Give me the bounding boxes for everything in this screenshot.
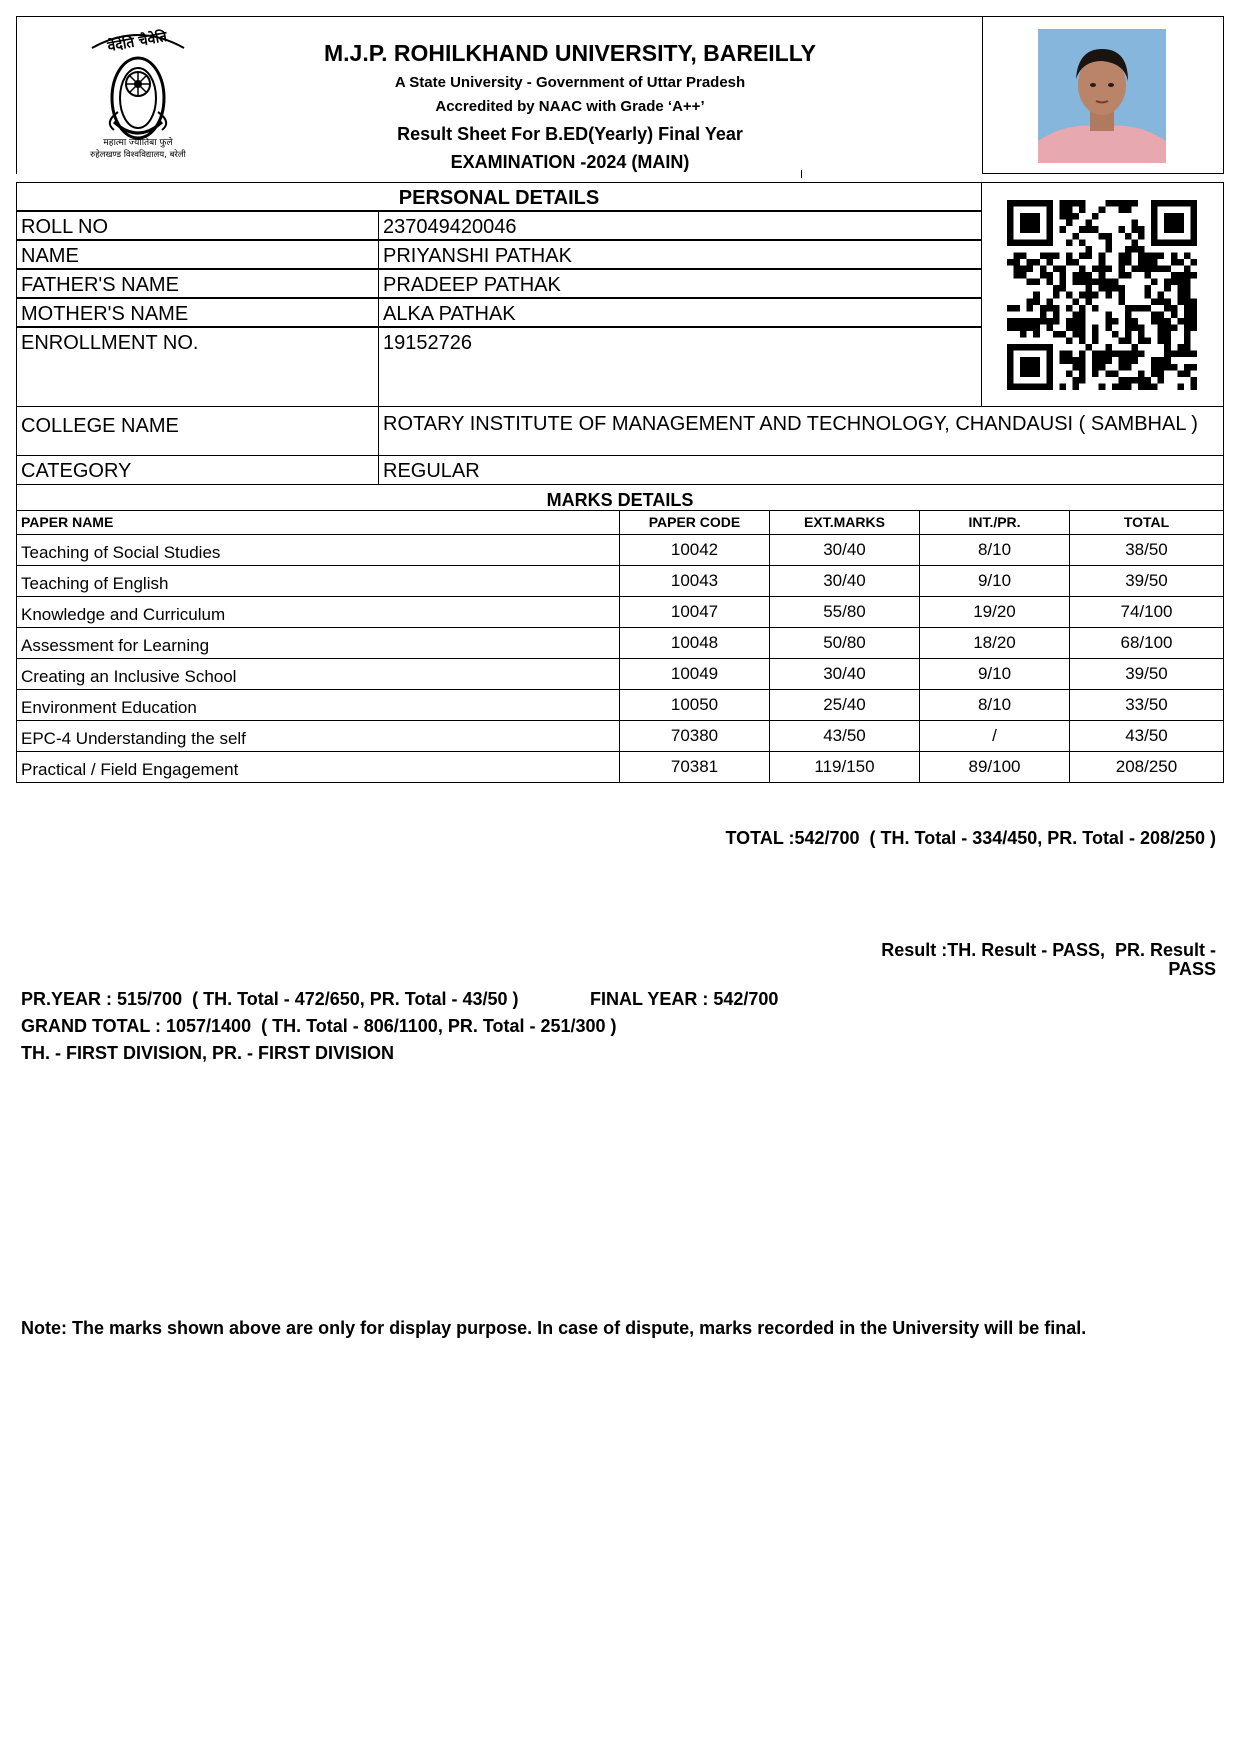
photo-box <box>982 16 1224 174</box>
college-name-label: COLLEGE NAME <box>16 406 379 456</box>
ext-marks-cell: 30/40 <box>769 534 920 566</box>
accreditation-text: Accredited by NAAC with Grade ‘A++’ <box>435 98 705 115</box>
ext-marks-cell: 119/150 <box>769 751 920 783</box>
int-pr-cell: 9/10 <box>919 565 1070 597</box>
personal-details-heading: PERSONAL DETAILS <box>16 182 982 211</box>
header-divider-tick <box>801 170 802 178</box>
result-line-1: Result :TH. Result - PASS, PR. Result - <box>881 940 1216 960</box>
paper-name-cell: Practical / Field Engagement <box>16 751 620 783</box>
enrollment-no-label: ENROLLMENT NO. <box>16 327 379 407</box>
total-cell: 38/50 <box>1069 534 1224 566</box>
int-pr-cell: 9/10 <box>919 658 1070 690</box>
total-line: TOTAL :542/700 ( TH. Total - 334/450, PR. Total - 208/250 ) <box>725 828 1216 848</box>
university-emblem-icon <box>74 26 202 160</box>
name-label: NAME <box>16 240 379 269</box>
ext-marks-cell: 25/40 <box>769 689 920 721</box>
paper-code-cell: 10048 <box>619 627 770 659</box>
examination-title: EXAMINATION -2024 (MAIN) <box>450 152 690 172</box>
paper-code-cell: 10047 <box>619 596 770 628</box>
total-cell: 68/100 <box>1069 627 1224 659</box>
int-pr-cell: 8/10 <box>919 534 1070 566</box>
division-line: TH. - FIRST DIVISION, PR. - FIRST DIVISION <box>21 1043 395 1063</box>
paper-code-cell: 10049 <box>619 658 770 690</box>
qr-code-icon <box>1007 200 1197 390</box>
mothers-name-label: MOTHER'S NAME <box>16 298 379 327</box>
int-pr-cell: 18/20 <box>919 627 1070 659</box>
university-name: M.J.P. ROHILKHAND UNIVERSITY, BAREILLY <box>323 40 817 66</box>
grand-total-line: GRAND TOTAL : 1057/1400 ( TH. Total - 806/1100, PR. Total - 251/300 ) <box>21 1016 617 1036</box>
roll-no-value: 237049420046 <box>378 211 982 240</box>
fathers-name-label: FATHER'S NAME <box>16 269 379 298</box>
col-total: TOTAL <box>1069 510 1224 535</box>
col-ext-marks: EXT.MARKS <box>769 510 920 535</box>
roll-no-label: ROLL NO <box>16 211 379 240</box>
university-subtitle: A State University - Government of Uttar Pradesh <box>394 74 746 91</box>
paper-code-cell: 70380 <box>619 720 770 752</box>
total-cell: 33/50 <box>1069 689 1224 721</box>
logo-bottom-text-2: रुहेलखण्ड विश्वविद्यालय, बरेली <box>90 150 186 160</box>
total-cell: 43/50 <box>1069 720 1224 752</box>
paper-name-cell: Environment Education <box>16 689 620 721</box>
college-name-text: ROTARY INSTITUTE OF MANAGEMENT AND TECHNOLOGY, CHANDAUSI ( SAMBHAL ) <box>383 413 1198 435</box>
paper-code-cell: 10042 <box>619 534 770 566</box>
marks-details-heading: MARKS DETAILS <box>16 484 1224 511</box>
pr-year-line: PR.YEAR : 515/700 ( TH. Total - 472/650, PR. Total - 43/50 ) <box>21 989 519 1009</box>
col-paper-name: PAPER NAME <box>16 510 620 535</box>
result-sheet-title: Result Sheet For B.ED(Yearly) Final Year <box>397 124 743 144</box>
paper-name-cell: Creating an Inclusive School <box>16 658 620 690</box>
ext-marks-cell: 43/50 <box>769 720 920 752</box>
paper-name-cell: EPC-4 Understanding the self <box>16 720 620 752</box>
total-cell: 208/250 <box>1069 751 1224 783</box>
category-value: REGULAR <box>378 455 1224 485</box>
logo-bottom-text-1: महात्मा ज्योतिबा फुले <box>103 138 173 148</box>
ext-marks-cell: 30/40 <box>769 565 920 597</box>
college-name-value <box>378 406 1224 456</box>
mothers-name-value: ALKA PATHAK <box>378 298 982 327</box>
paper-code-cell: 10043 <box>619 565 770 597</box>
logo-top-text: वेदेति चैवेति <box>106 28 169 56</box>
qr-box <box>981 182 1224 407</box>
ext-marks-cell: 55/80 <box>769 596 920 628</box>
header-left-border <box>16 16 17 174</box>
final-year-line: FINAL YEAR : 542/700 <box>590 989 779 1009</box>
name-value: PRIYANSHI PATHAK <box>378 240 982 269</box>
student-photo <box>1038 29 1166 163</box>
int-pr-cell: 89/100 <box>919 751 1070 783</box>
col-int-pr: INT./PR. <box>919 510 1070 535</box>
int-pr-cell: 19/20 <box>919 596 1070 628</box>
ext-marks-cell: 50/80 <box>769 627 920 659</box>
fathers-name-value: PRADEEP PATHAK <box>378 269 982 298</box>
total-cell: 74/100 <box>1069 596 1224 628</box>
paper-name-cell: Teaching of Social Studies <box>16 534 620 566</box>
total-cell: 39/50 <box>1069 658 1224 690</box>
int-pr-cell: / <box>919 720 1070 752</box>
paper-code-cell: 70381 <box>619 751 770 783</box>
paper-name-cell: Assessment for Learning <box>16 627 620 659</box>
disclaimer-note: Note: The marks shown above are only for display purpose. In case of dispute, marks recorded in the University will be final. <box>21 1318 1087 1338</box>
paper-name-cell: Knowledge and Curriculum <box>16 596 620 628</box>
paper-code-cell: 10050 <box>619 689 770 721</box>
university-logo <box>74 26 202 160</box>
enrollment-no-value: 19152726 <box>378 327 982 407</box>
ext-marks-cell: 30/40 <box>769 658 920 690</box>
total-cell: 39/50 <box>1069 565 1224 597</box>
col-paper-code: PAPER CODE <box>619 510 770 535</box>
category-label: CATEGORY <box>16 455 379 485</box>
result-line-2: PASS <box>1168 959 1216 979</box>
paper-name-cell: Teaching of English <box>16 565 620 597</box>
int-pr-cell: 8/10 <box>919 689 1070 721</box>
